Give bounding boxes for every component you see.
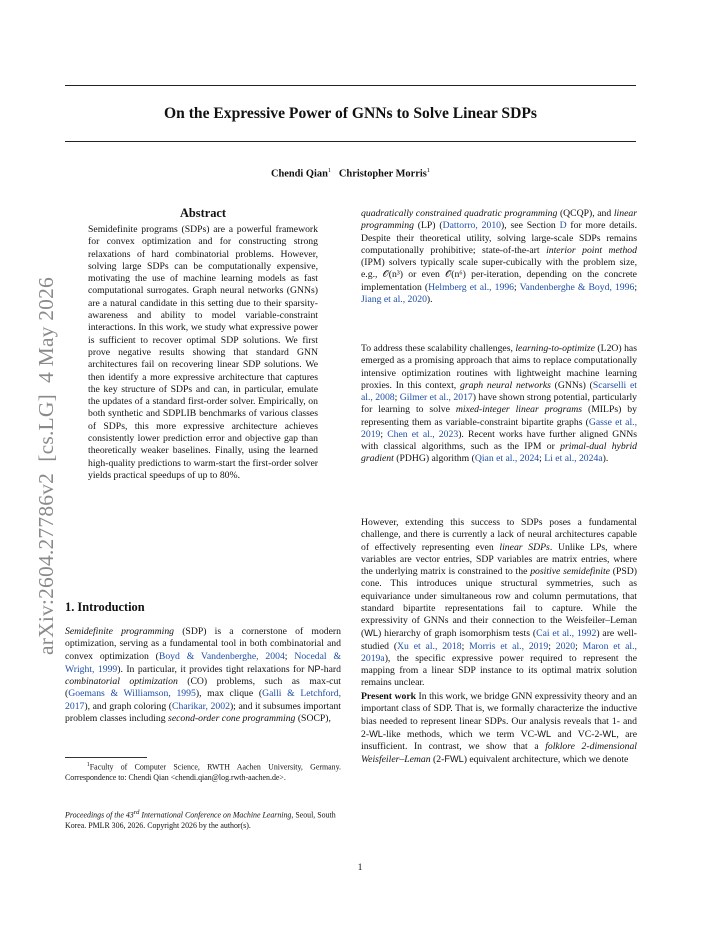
paragraph-heading: Present work: [361, 691, 417, 702]
citation-link[interactable]: Nocedal & Wright, 1999: [65, 650, 341, 675]
citation-link[interactable]: Li et al., 2024a: [544, 453, 603, 465]
author-list: [65, 167, 636, 179]
citation-link[interactable]: Helmberg et al., 1996: [428, 281, 515, 293]
footnote-mark: 1: [86, 762, 90, 768]
citation-link[interactable]: Jiang et al., 2020: [361, 293, 427, 305]
citation-link[interactable]: Goemans & Williamson, 1995: [68, 688, 196, 700]
citation-link[interactable]: Cai et al., 1992: [536, 628, 597, 640]
citation-link[interactable]: Dattorro, 2010: [442, 220, 502, 232]
citation-link[interactable]: Vandenberghe & Boyd, 1996: [519, 281, 635, 293]
citation-link[interactable]: 2020: [555, 640, 576, 652]
affiliation-mark: 1: [327, 167, 332, 174]
citation-link[interactable]: Maron et al., 2019a: [361, 640, 637, 664]
citation-link[interactable]: Morris et al., 2019: [469, 640, 549, 652]
citation-link[interactable]: Xu et al., 2018: [397, 640, 462, 652]
citation-link[interactable]: Scarselli et al., 2008: [361, 379, 637, 403]
intro-paragraph: Semidefinite programming (SDP) is a cornerstone of modern optimization, serving as a fundamental tool in both combinatorial and convex optimization (Boyd & Vandenberghe, 2004; Nocedal & Wright, 1999). In particular, it provides tight relaxations for NP-hard combinatorial optimization (CO) problems, such as max-cut (Goemans & Williamson, 1995), max clique (Galli & Letchford, 2017), and graph coloring (Charikar, 2002); and it subsumes important problem classes including second-order cone programming (SOCP),: [65, 626, 342, 724]
citation-link[interactable]: Gilmer et al., 2017: [399, 392, 473, 403]
citation-link[interactable]: Qian et al., 2024: [474, 453, 540, 465]
right-paragraph-3: However, extending this success to SDPs poses a fundamental challenge, and there is currently a lack of neural architectures capable of effectively representing even linear SDPs. Unlike LPs, where variables are vector entries, SDP variables are matrix entries, where the underlying matrix is constrained to the positive semidefinite (PSD) cone. This introduces unique structural symmetries, such as equivariance under simultaneous row and column permutations, that standard bipartite representations fail to capture. While the expressivity of GNNs and their connection to the Weisfeiler–Leman (WL) hierarchy of graph isomorphism tests (Cai et al., 1992) are well-studied (Xu et al., 2018; Morris et al., 2019; 2020; Maron et al., 2019a), the specific expressive power required to represent the mapping from a linear SDP instance to its optimal matrix solution remains unclear.: [361, 517, 637, 689]
title-bottom-rule: [65, 141, 636, 142]
right-paragraph-4: Present work In this work, we bridge GNN expressivity theory and an important class of SDP. That is, we formally characterize the inductive bias needed to represent linear SDPs. Our analysis reveals that 1- and 2-WL-like methods, which we term VC-WL and VC-2-WL, are insufficient. In contrast, we show that a folklore 2-dimensional Weisfeiler–Leman (2-FWL) equivalent architecture, which we denote: [361, 691, 638, 766]
right-paragraph-2: To address these scalability challenges, learning-to-optimize (L2O) has emerged as a promising approach that aims to replace computationally intensive optimization routines with lightweight machine learning proxies. In this context, graph neural networks (GNNs) (Scarselli et al., 2008; Gilmer et al., 2017) have shown strong potential, particularly for learning to solve mixed-integer linear programs (MILPs) by representing them as variable-constraint bipartite graphs (Gasse et al., 2019; Chen et al., 2023). Recent works have further aligned GNNs with classical algorithms, such as the IPM or primal-dual hybrid gradient (PDHG) algorithm (Qian et al., 2024; Li et al., 2024a).: [361, 343, 638, 465]
footnote-rule: [65, 757, 147, 758]
proceedings-note: Proceedings of the 43rd International Conference on Machine Learning, Seoul, South Korea. PMLR 306, 2026. Copyright 2026 by the author(s).: [65, 809, 336, 830]
citation-link[interactable]: Gasse et al., 2019: [361, 416, 637, 440]
citation-link[interactable]: Chen et al., 2023: [387, 428, 459, 440]
arxiv-stamp: arXiv:2604.27786v2 [cs.LG] 4 May 2026: [34, 276, 58, 656]
section-link[interactable]: D: [559, 220, 567, 232]
paper-title: On the Expressive Power of GNNs to Solve Linear SDPs: [164, 105, 537, 122]
section-heading: 1. Introduction: [65, 600, 145, 614]
citation-link[interactable]: Galli & Letchford, 2017: [65, 688, 341, 712]
author-name: Christopher Morris: [338, 168, 427, 180]
citation-link[interactable]: Boyd & Vandenberghe, 2004: [158, 650, 285, 662]
abstract-heading: Abstract: [179, 206, 227, 220]
title-top-rule: [65, 85, 636, 86]
citation-link[interactable]: Charikar, 2002: [172, 700, 230, 712]
affiliation-mark: 1: [426, 167, 430, 174]
footnote: $^1$Faculty of Computer Science, RWTH Aachen University, Germany. Correspondence to: Chendi Qian <chendi.qian@log.rwth-aachen.de>.: [65, 762, 341, 782]
page-number: 1: [357, 862, 363, 873]
author-name: Chendi Qian: [270, 168, 328, 180]
abstract-text: Semidefinite programs (SDPs) are a powerful framework for convex optimization and for constructing strong relaxations of hard combinatorial problems. However, solving large SDPs can be computationally expensive, motivating the use of machine learning models as fast computational surrogates. Graph neural networks (GNNs) are a natural candidate in this setting due to their sparsity-awareness and ability to model variable-constraint interactions. In this work, we study what expressive power is sufficient to recover optimal SDP solutions. We first prove negative results showing that standard GNN architectures fail on recovering linear SDP solutions. We then identify a more expressive architecture that captures the key structure of SDPs and can, in particular, emulate the updates of a standard first-order solver. Empirically, on both synthetic and SDPLIB benchmarks of various classes of SDPs, this more expressive architecture achieves consistently lower prediction error and objective gap than theoretically weaker baselines. Finally, using the learned high-quality predictions to warm-start the first-order solver yields practical speedups of up to 80%.: [88, 224, 318, 481]
right-paragraph-1: quadratically constrained quadratic programming (QCQP), and linear programming (LP) (Dattorro, 2010), see Section D for more details. Despite their theoretical utility, solving large-scale SDPs remains computationally prohibitive; state-of-the-art interior point method (IPM) solvers typically scale super-cubically with the problem size, e.g., 𝒪(n³) or even 𝒪(n⁶) per-iteration, depending on the concrete implementation (Helmberg et al., 1996; Vandenberghe & Boyd, 1996; Jiang et al., 2020).: [361, 208, 638, 305]
